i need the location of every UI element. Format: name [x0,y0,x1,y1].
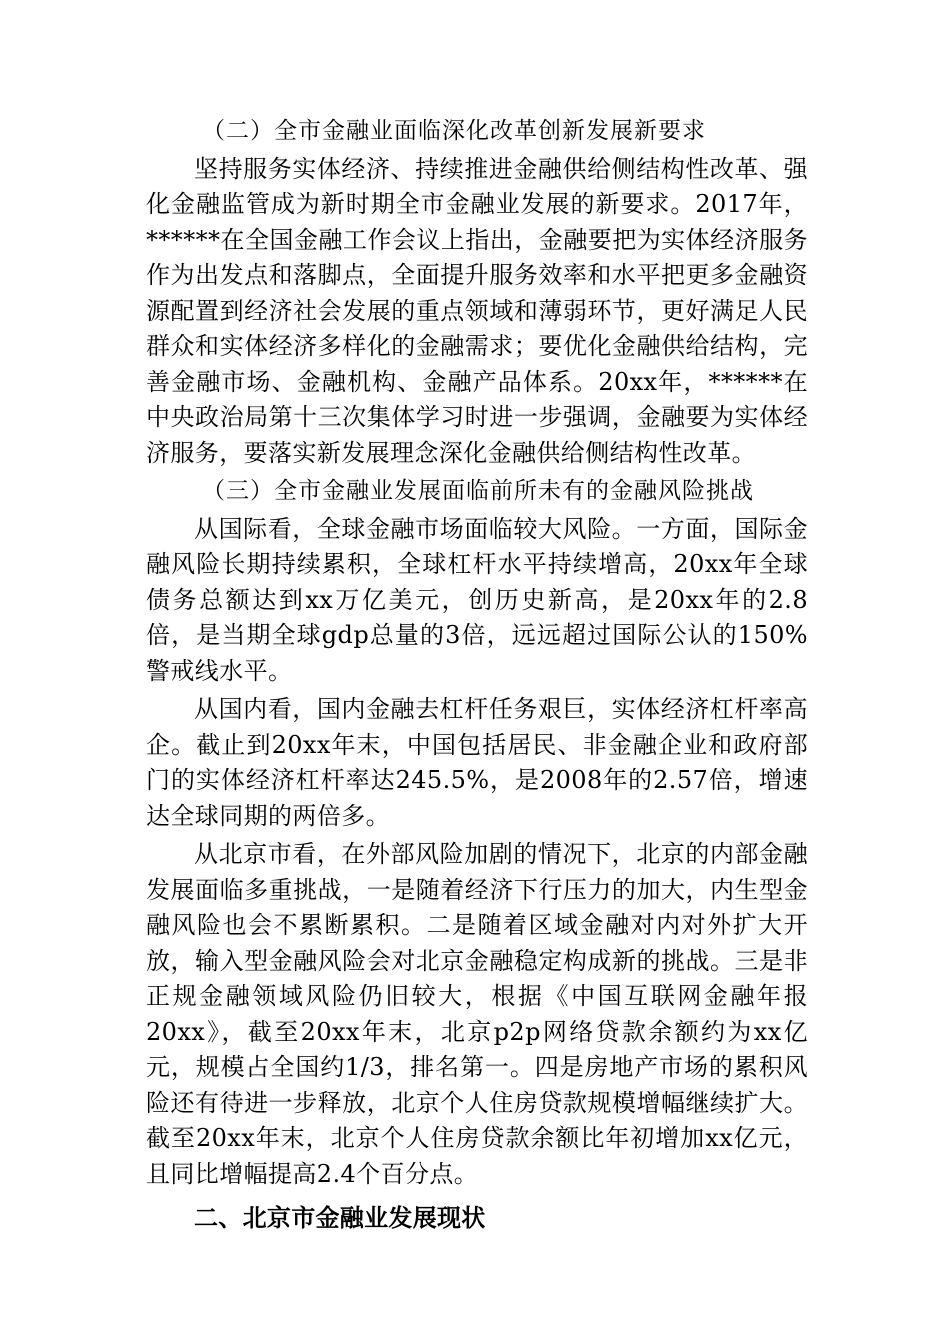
paragraph-financial-reform: 坚持服务实体经济、持续推进金融供给侧结构性改革、强化金融监管成为新时期全市金融业发展的新要求。2017年，******在全国金融工作会议上指出，金融要把为实体经济服务作为出发点和落脚点，全面提升服务效率和水平把更多金融资源配置到经济社会发展的重点领域和薄弱环节，更好满足人民群众和实体经济多样化的金融需求；要优化金融供给结构，完善金融市场、金融机构、金融产品体系。20xx年，******在中央政治局第十三次集体学习时进一步强调，金融要为实体经济服务，要落实新发展理念深化金融供给侧结构性改革。 [146,154,808,467]
paragraph-international-risk: 从国际看，全球金融市场面临较大风险。一方面，国际金融风险长期持续累积，全球杠杆水平持续增高，20xx年全球债务总额达到xx万亿美元，创历史新高，是20xx年的2.8倍，是当期全球gdp总量的3倍，远远超过国际公认的150%警戒线水平。 [146,514,808,685]
section-title-beijing-status: 二、北京市金融业发展现状 [194,1204,486,1232]
paragraph-beijing-risk: 从北京市看，在外部风险加剧的情况下，北京的内部金融发展面临多重挑战，一是随着经济下行压力的加大，内生型金融风险也会不累断累积。二是随着区域金融对内对外扩大开放，输入型金融风险会对北京金融稳定构成新的挑战。三是非正规金融领域风险仍旧较大，根据《中国互联网金融年报20xx》，截至20xx年末，北京p2p网络贷款余额约为xx亿元，规模占全国约1/3，排名第一。四是房地产市场的累积风险还有待进一步释放，北京个人住房贷款规模增幅继续扩大。截至20xx年末，北京个人住房贷款余额比年初增加xx亿元，且同比增幅提高2.4个百分点。 [146,840,808,1188]
subsection-heading-3: （三）全市金融业发展面临前所未有的金融风险挑战 [202,478,754,504]
paragraph-domestic-risk: 从国内看，国内金融去杠杆任务艰巨，实体经济杠杆率高企。截止到20xx年末，中国包括居民、非金融企业和政府部门的实体经济杠杆率达245.5%，是2008年的2.57倍，增速达全球同期的两倍多。 [146,695,808,830]
subsection-heading-2: （二）全市金融业面临深化改革创新发展新要求 [202,118,706,144]
